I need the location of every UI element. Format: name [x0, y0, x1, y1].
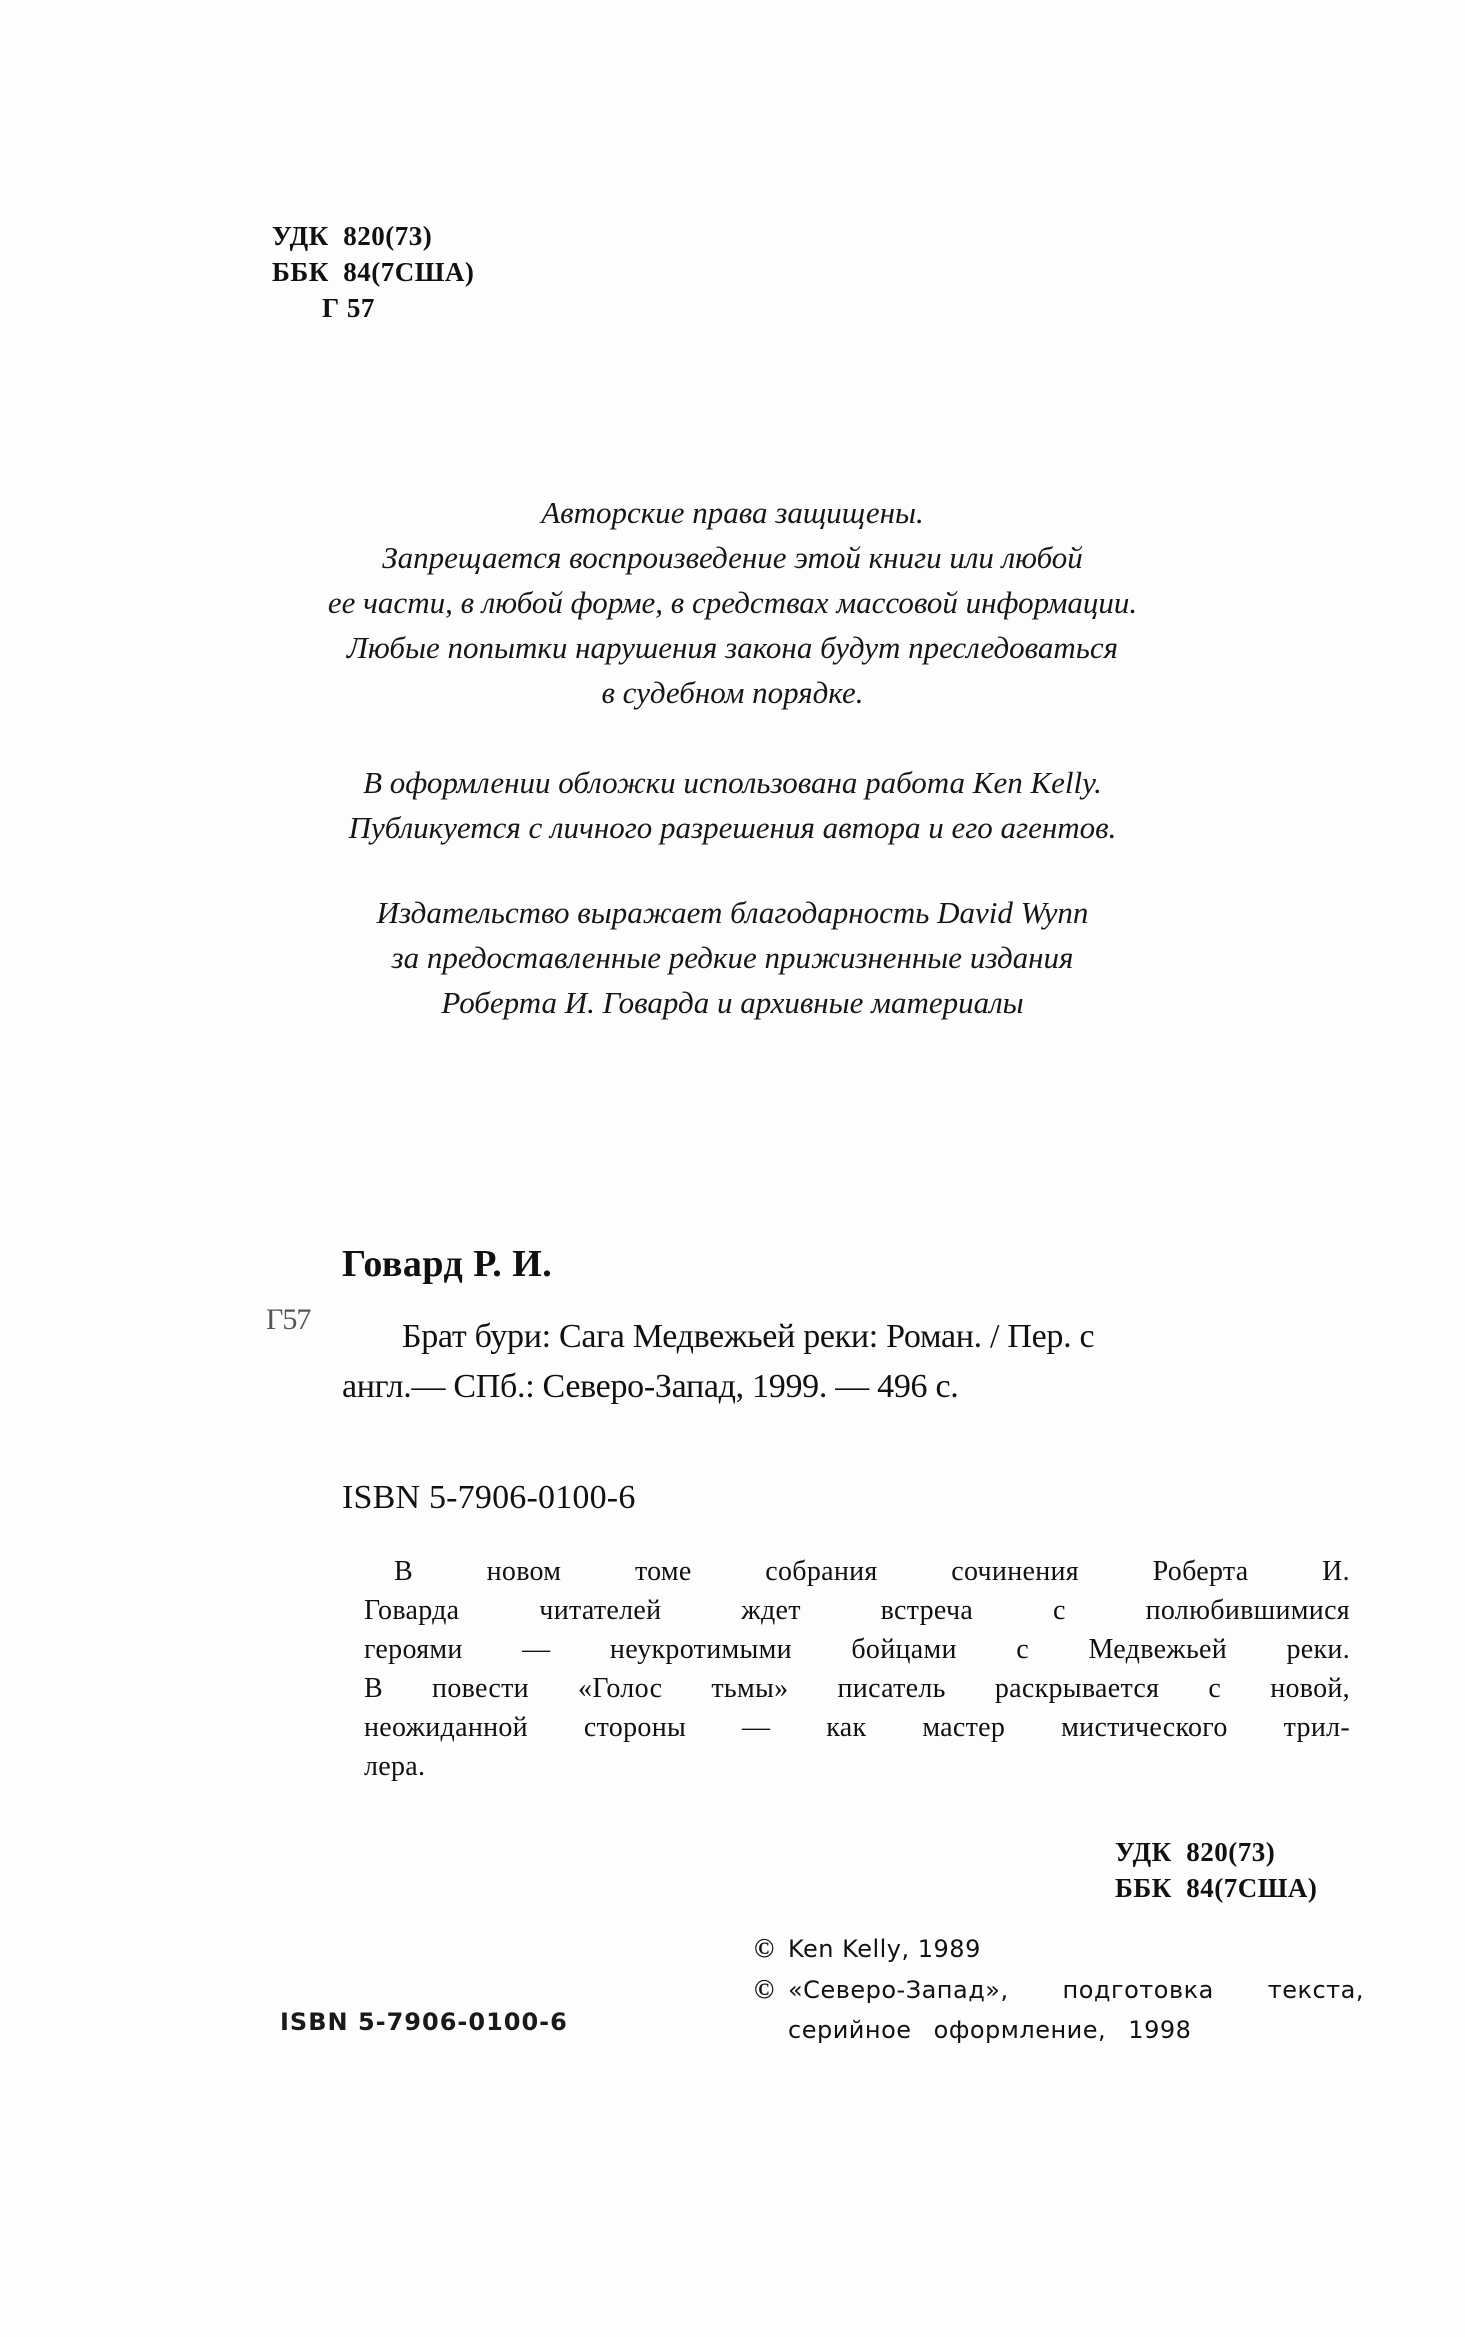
copyright-icon: ©	[754, 1974, 775, 2004]
annotation-line: неожиданной стороны — как мастер мистического трил-	[364, 1712, 1350, 1743]
copyright-item	[754, 1969, 1364, 2010]
thanks-line: Издательство выражает благодарность David Wynn	[376, 895, 1089, 930]
catalog-mark: Г57	[266, 1303, 311, 1336]
bibliographic-description	[342, 1312, 1352, 1412]
annotation-line: Говарда читателей ждет встреча с полюбившимися	[364, 1595, 1350, 1626]
copyright-text: «Северо-Запад», подготовка текста,	[788, 1976, 1364, 2004]
rights-line: Авторские права защищены.	[541, 495, 924, 530]
rights-line: Запрещается воспроизведение этой книги или любой	[382, 540, 1083, 575]
thanks-line: Роберта И. Говарда и архивные материалы	[441, 985, 1024, 1020]
bibliographic-line: англ.— СПб.: Северо-Запад, 1999. — 496 с.	[342, 1368, 959, 1405]
bbk-code: ББК 84(7США)	[272, 257, 475, 287]
cover-notice	[0, 760, 1465, 850]
udk-code: УДК 820(73)	[272, 221, 433, 251]
bibliographic-line: Брат бури: Сага Медвежьей реки: Роман. / Пер. с	[402, 1318, 1095, 1355]
cover-line: Публикуется с личного разрешения автора и его агентов.	[348, 810, 1117, 845]
annotation-line: героями — неукротимыми бойцами с Медвежьей реки.	[364, 1634, 1350, 1665]
annotation-line: В повести «Голос тьмы» писатель раскрывается с новой,	[364, 1673, 1350, 1704]
author-mark: Г 57	[322, 293, 375, 323]
rights-line: Любые попытки нарушения закона будут преследоваться	[346, 630, 1119, 665]
copyright-item	[754, 1928, 1364, 1969]
copyright-continuation: серийное оформление, 1998	[788, 2016, 1192, 2044]
copyright-icon: ©	[754, 1933, 775, 1963]
copyright-block	[754, 1928, 1364, 2050]
classification-top	[272, 218, 474, 326]
annotation	[364, 1552, 1350, 1786]
rights-line: ее части, в любой форме, в средствах массовой информации.	[327, 585, 1138, 620]
catalog-isbn: ISBN 5-7906-0100-6	[342, 1479, 636, 1516]
thanks-line: за предоставленные редкие прижизненные издания	[391, 940, 1074, 975]
classification-bottom	[1115, 1834, 1317, 1906]
annotation-line: лера.	[364, 1751, 426, 1782]
rights-line: в судебном порядке.	[601, 675, 864, 710]
thanks-notice	[0, 890, 1465, 1025]
bbk-code: ББК 84(7США)	[1115, 1873, 1318, 1903]
catalog-author: Говард Р. И.	[342, 1243, 553, 1285]
rights-notice	[0, 490, 1465, 715]
annotation-line: В новом томе собрания сочинения Роберта И.	[394, 1556, 1350, 1587]
udk-code: УДК 820(73)	[1115, 1837, 1276, 1867]
isbn-bottom: ISBN 5-7906-0100-6	[280, 2008, 568, 2036]
cover-line: В оформлении обложки использована работа Ken Kelly.	[363, 765, 1102, 800]
copyright-text: Ken Kelly, 1989	[788, 1935, 981, 1963]
